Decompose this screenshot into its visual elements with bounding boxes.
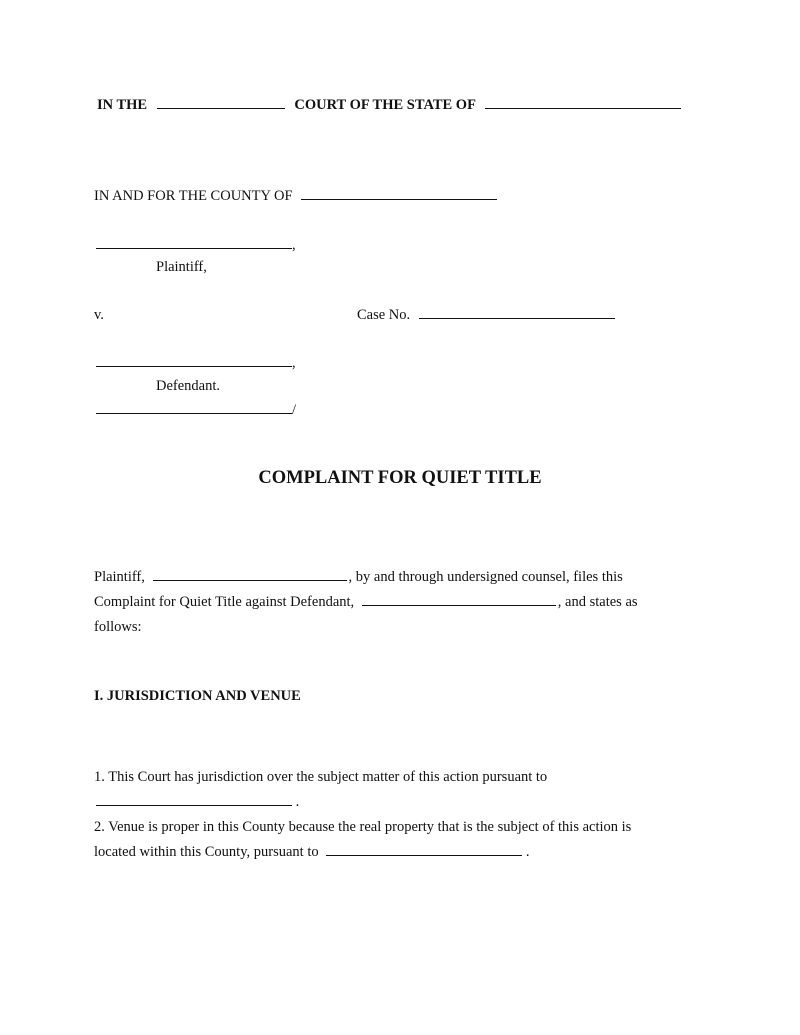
court-of-state-label: COURT OF THE STATE OF [294, 97, 476, 113]
intro-states-text: , and states as [557, 594, 638, 610]
defendant-comma: , [292, 355, 296, 371]
caption-slash: / [292, 402, 297, 418]
state-name-blank[interactable] [485, 96, 681, 109]
case-number-blank[interactable] [419, 306, 615, 319]
section-heading-jurisdiction: I. JURISDICTION AND VENUE [94, 688, 301, 704]
caption-closing-line [96, 401, 296, 419]
intro-counsel-text: , by and through undersigned counsel, files this [348, 569, 623, 585]
county-line [94, 187, 497, 205]
intro-paragraph [94, 565, 694, 640]
intro-line-3: follows: [94, 619, 142, 635]
caption-closing-blank[interactable] [96, 401, 292, 414]
case-no-label: Case No. [357, 307, 411, 323]
intro-plaintiff-blank[interactable] [153, 568, 347, 581]
paragraph-1-line-1: 1. This Court has jurisdiction over the subject matter of this action pursuant to [94, 769, 548, 785]
document-title: COMPLAINT FOR QUIET TITLE [258, 468, 542, 488]
defendant-name-line [96, 354, 296, 372]
paragraph-2 [94, 815, 694, 865]
court-name-blank[interactable] [157, 96, 285, 109]
paragraph-2-line-1: 2. Venue is proper in this County because the real property that is the subject of this action is [94, 819, 632, 835]
intro-defendant-blank[interactable] [362, 593, 556, 606]
defendant-name-blank[interactable] [96, 354, 292, 367]
county-label: IN AND FOR THE COUNTY OF [94, 188, 293, 204]
court-header [97, 96, 681, 114]
intro-defendant-text: Complaint for Quiet Title against Defendant, [94, 594, 355, 610]
paragraph-2-text: located within this County, pursuant to [94, 844, 319, 860]
in-the-label: IN THE [97, 97, 148, 113]
paragraph-1-line-2 [94, 790, 694, 815]
county-name-blank[interactable] [301, 187, 497, 200]
plaintiff-comma: , [292, 237, 296, 253]
versus-label: v. [94, 307, 104, 323]
plaintiff-name-blank[interactable] [96, 236, 292, 249]
paragraph-1-period: . [295, 794, 300, 810]
defendant-label: Defendant. [156, 378, 221, 394]
jurisdiction-statute-blank[interactable] [96, 793, 292, 806]
venue-statute-blank[interactable] [326, 843, 522, 856]
intro-line-1 [94, 565, 694, 590]
plaintiff-name-line [96, 236, 296, 254]
case-number-line [357, 306, 615, 324]
paragraph-1 [94, 765, 694, 815]
plaintiff-label: Plaintiff, [156, 259, 207, 275]
paragraph-2-line-2 [94, 840, 694, 865]
intro-line-2 [94, 590, 694, 615]
paragraph-2-period: . [525, 844, 530, 860]
intro-plaintiff-text: Plaintiff, [94, 569, 145, 585]
